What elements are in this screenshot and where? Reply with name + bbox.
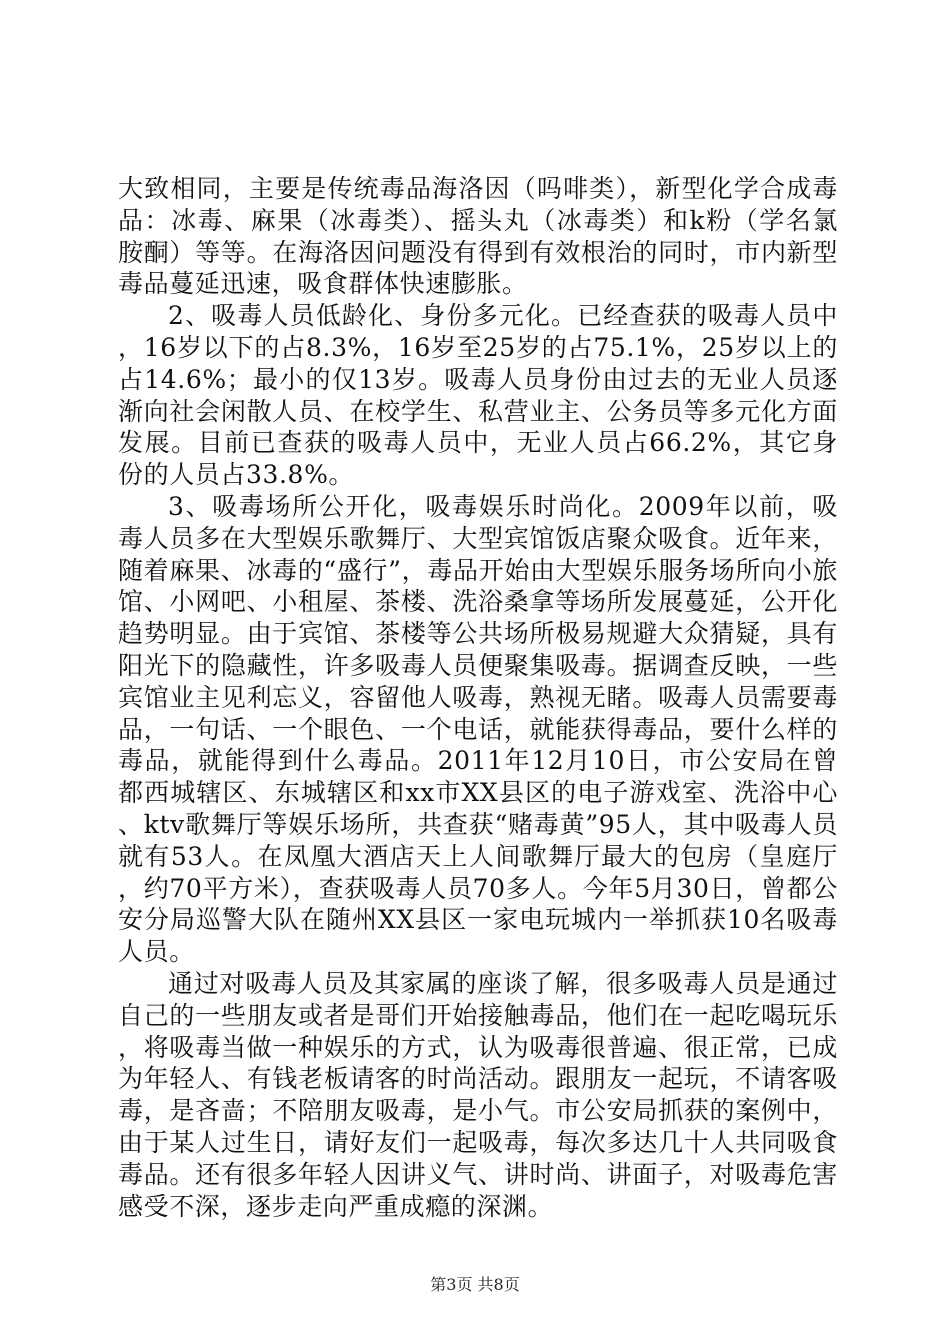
paragraph-item-2: 2、吸毒人员低龄化、身份多元化。已经查获的吸毒人员中，16岁以下的占8.3%，16岁至25岁的占75.1%，25岁以上的占14.6%；最小的仅13岁。吸毒人员身份由过去的无业人员逐渐向社会闲散人员、在校学生、私营业主、公务员等多元化方面发展。目前已查获的吸毒人员中，无业人员占66.2%，其它身份的人员占33.8%。 xyxy=(118,301,838,490)
document-body xyxy=(118,173,838,1222)
paragraph-continuation: 大致相同，主要是传统毒品海洛因（吗啡类），新型化学合成毒品：冰毒、麻果（冰毒类）、摇头丸（冰毒类）和k粉（学名氯胺酮）等等。在海洛因问题没有得到有效根治的同时，市内新型毒品蔓延迅速，吸食群体快速膨胀。 xyxy=(118,174,838,299)
page-number-footer: 第3页 共8页 xyxy=(430,1275,520,1294)
paragraph-interview-findings: 通过对吸毒人员及其家属的座谈了解，很多吸毒人员是通过自己的一些朋友或者是哥们开始接触毒品，他们在一起吃喝玩乐，将吸毒当做一种娱乐的方式，认为吸毒很普遍、很正常，已成为年轻人、有钱老板请客的时尚活动。跟朋友一起玩，不请客吸毒，是吝啬；不陪朋友吸毒，是小气。市公安局抓获的案例中，由于某人过生日，请好友们一起吸毒，每次多达几十人共同吸食毒品。还有很多年轻人因讲义气、讲时尚、讲面子，对吸毒危害感受不深，逐步走向严重成瘾的深渊。 xyxy=(118,968,838,1221)
paragraph-item-3: 3、吸毒场所公开化，吸毒娱乐时尚化。2009年以前，吸毒人员多在大型娱乐歌舞厅、大型宾馆饭店聚众吸食。近年来，随着麻果、冰毒的“盛行”，毒品开始由大型娱乐服务场所向小旅馆、小网吧、小租屋、茶楼、洗浴桑拿等场所发展蔓延，公开化趋势明显。由于宾馆、茶楼等公共场所极易规避大众猜疑，具有阳光下的隐藏性，许多吸毒人员便聚集吸毒。据调查反映，一些宾馆业主见利忘义，容留他人吸毒，熟视无睹。吸毒人员需要毒品，一句话、一个眼色、一个电话，就能获得毒品，要什么样的毒品，就能得到什么毒品。2011年12月10日，市公安局在曾都西城辖区、东城辖区和xx市XX县区的电子游戏室、洗浴中心、ktv歌舞厅等娱乐场所，共查获“赌毒黄”95人，其中吸毒人员就有53人。在凤凰大酒店天上人间歌舞厅最大的包房（皇庭厅，约70平方米），查获吸毒人员70多人。今年5月30日，曾都公安分局巡警大队在随州XX县区一家电玩城内一举抓获10名吸毒人员。 xyxy=(118,491,838,967)
